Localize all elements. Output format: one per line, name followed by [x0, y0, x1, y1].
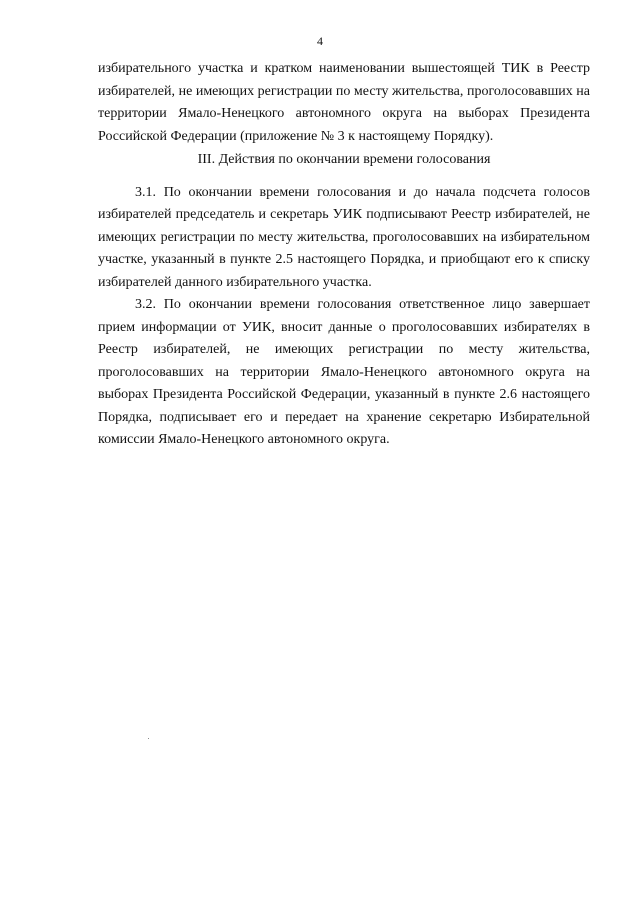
- paragraph-3-1: 3.1. По окончании времени голосования и до начала подсчета голосов избирателей председатель и секретарь УИК подписывают Реестр избирателей, не имеющих регистрации по месту жительства, проголосовавших на избирательном участке, указанный в пункте 2.5 настоящего Порядка, и приобщают его к списку избирателей данного избирательного участка.: [98, 184, 590, 290]
- scan-artifact: [148, 738, 149, 739]
- page-number: 4: [317, 34, 323, 48]
- document-body: [98, 58, 590, 452]
- section-heading: III. Действия по окончании времени голосования: [197, 152, 491, 167]
- paragraph-3-2: 3.2. По окончании времени голосования ответственное лицо завершает прием информации от УИК, вносит данные о проголосовавших избирателях в Реестр избирателей, не имеющих регистрации по месту жительства, проголосовавших на территории Ямало-Ненецкого автономного округа на выборах Президента Российской Федерации, указанный в пункте 2.6 настоящего Порядка, подписывает его и передает на хранение секретарю Избирательной комиссии Ямало-Ненецкого автономного округа.: [98, 297, 590, 447]
- continuation-paragraph: избирательного участка и кратком наименовании вышестоящей ТИК в Реестр избирателей, не имеющих регистрации по месту жительства, проголосовавших на территории Ямало-Ненецкого автономного округа на выборах Президента Российской Федерации (приложение № 3 к настоящему Порядку).: [98, 61, 590, 144]
